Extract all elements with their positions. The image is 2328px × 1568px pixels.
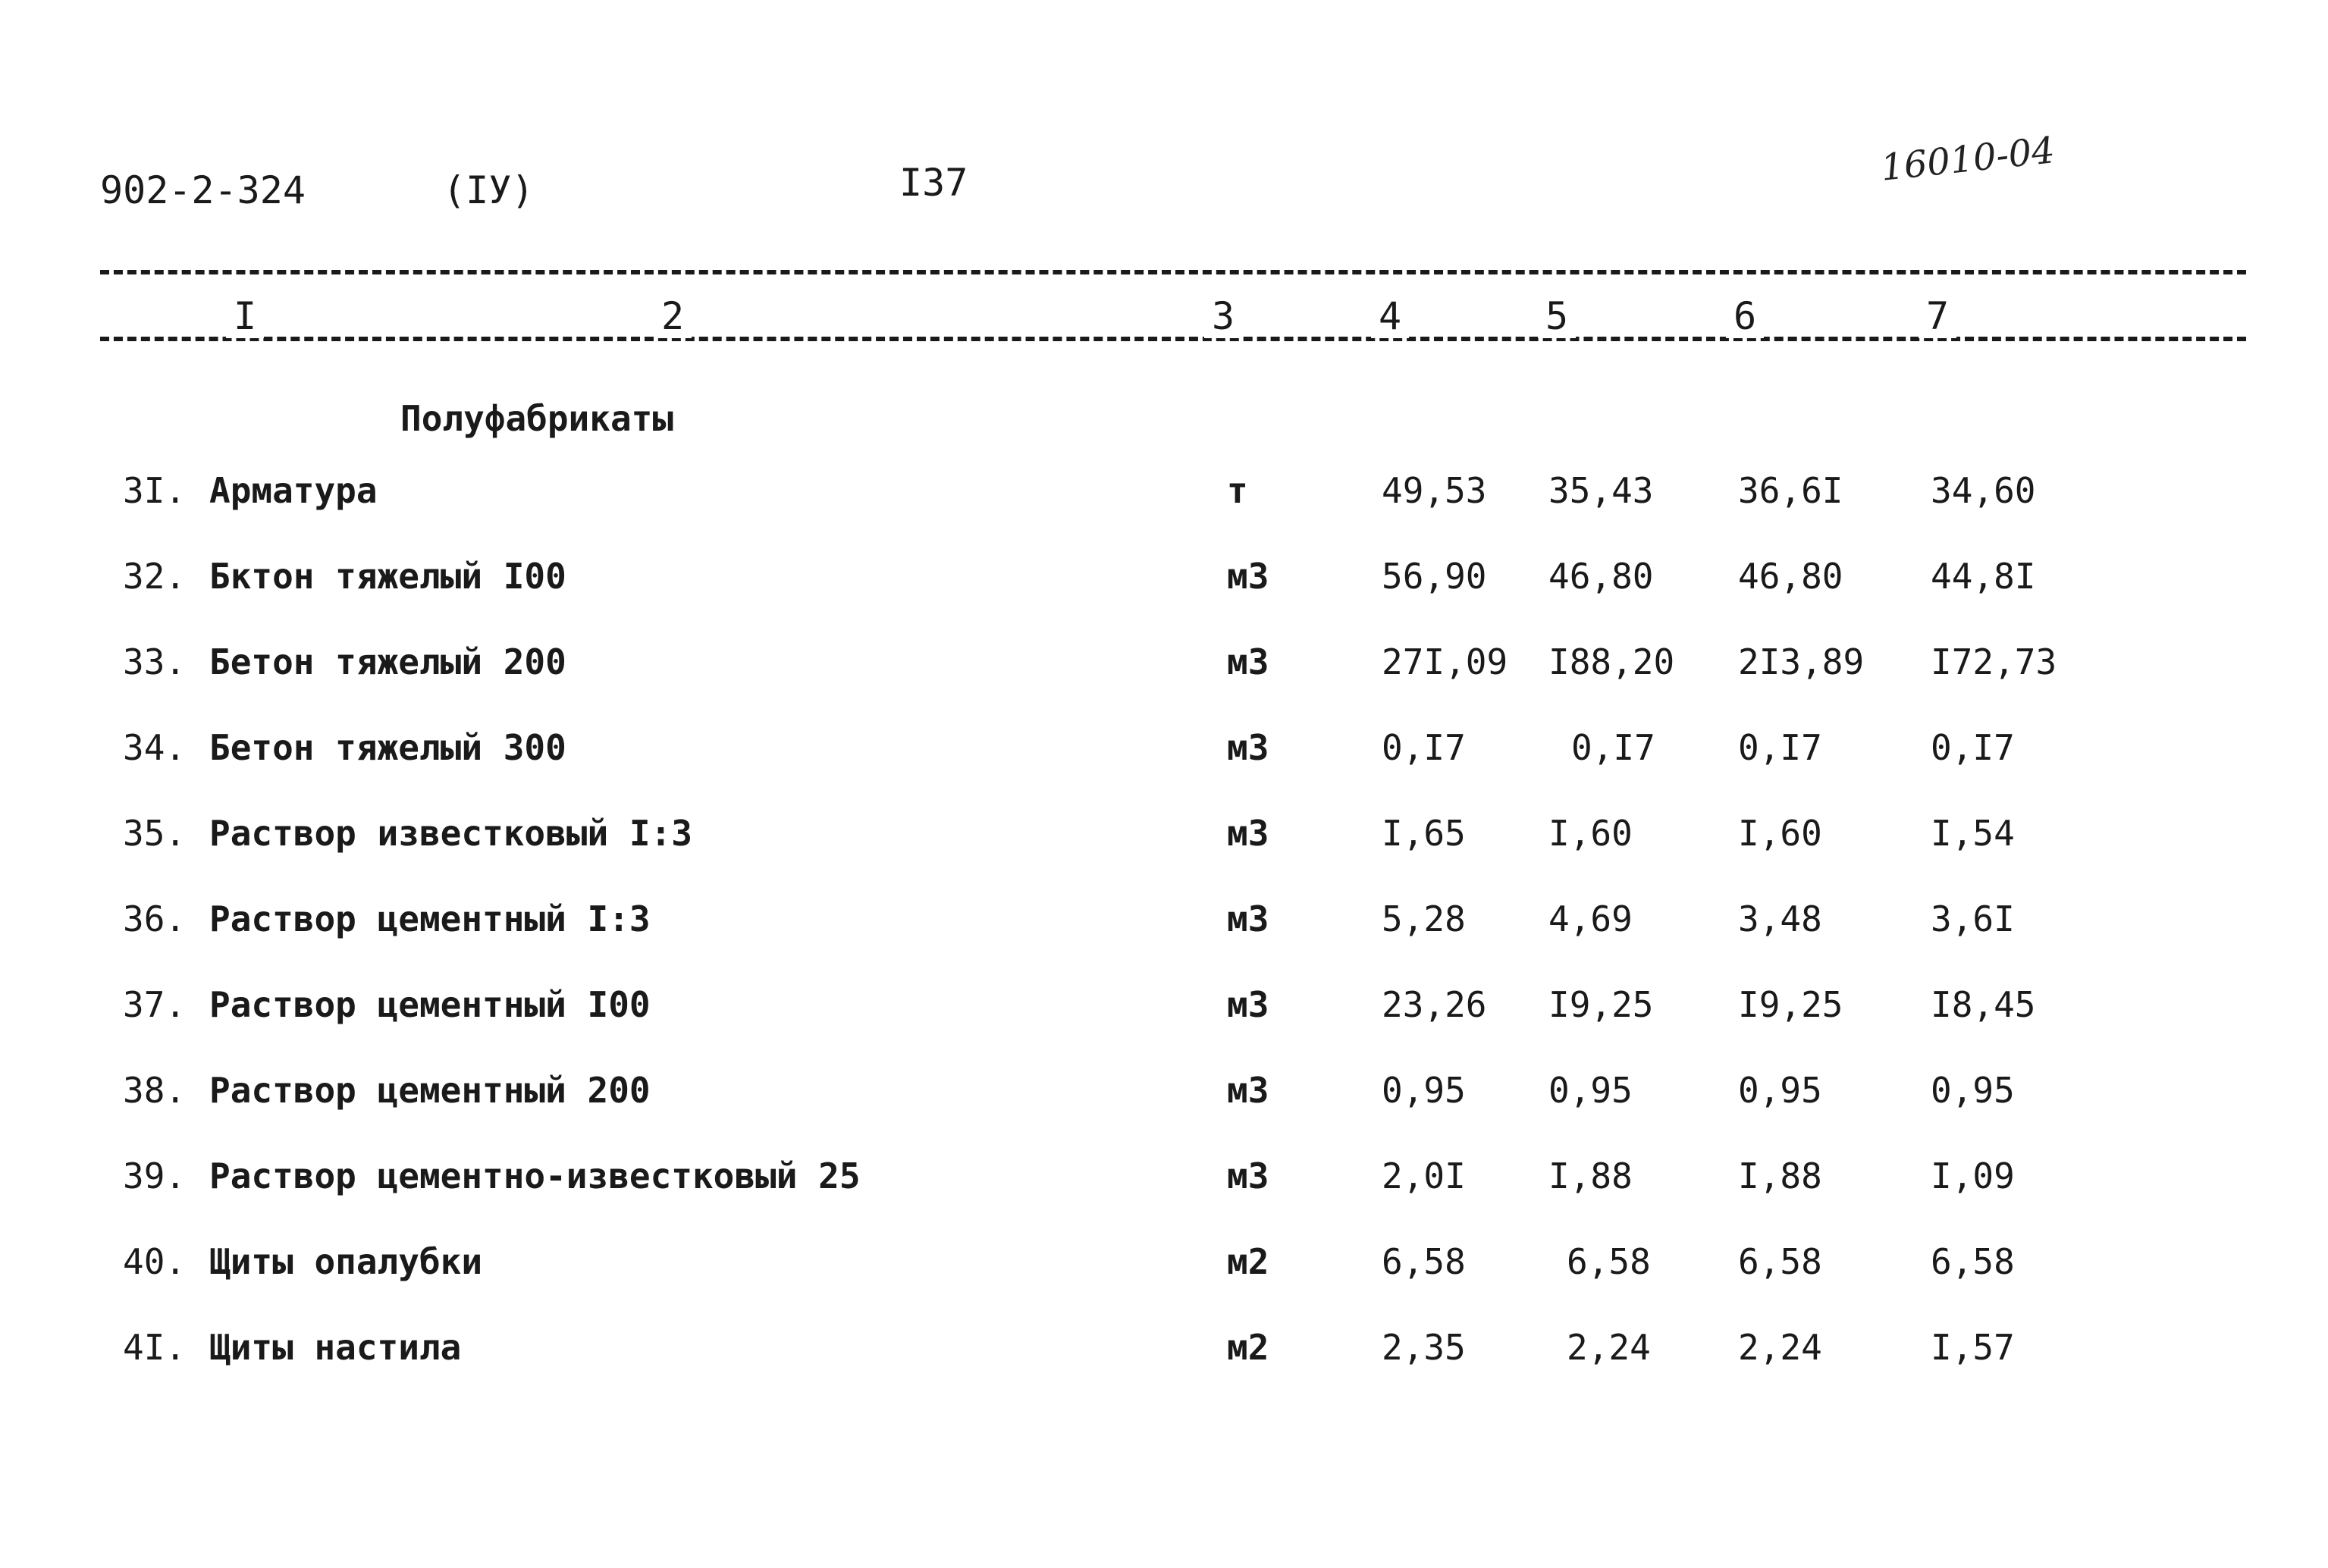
value-col-6: 2I3,89 bbox=[1738, 641, 1865, 682]
column-number-3: 3 bbox=[1204, 294, 1242, 338]
unit: м3 bbox=[1227, 727, 1269, 768]
value-col-6: 2,24 bbox=[1738, 1327, 1822, 1368]
value-col-5: I,60 bbox=[1548, 813, 1633, 854]
value-col-4: 27I,09 bbox=[1382, 641, 1508, 682]
value-col-7: I8,45 bbox=[1931, 984, 2036, 1025]
column-number-4: 4 bbox=[1371, 294, 1409, 338]
value-col-5: 0,I7 bbox=[1571, 727, 1655, 768]
value-col-7: I,54 bbox=[1931, 813, 2015, 854]
table-row bbox=[0, 641, 2328, 702]
value-col-6: I9,25 bbox=[1738, 984, 1843, 1025]
value-col-6: 0,I7 bbox=[1738, 727, 1822, 768]
value-col-5: I,88 bbox=[1548, 1156, 1633, 1196]
value-col-5: I88,20 bbox=[1548, 641, 1675, 682]
material-name: Арматура bbox=[209, 470, 378, 511]
volume-label: (IУ) bbox=[443, 168, 535, 212]
table-row bbox=[0, 556, 2328, 616]
value-col-4: 0,95 bbox=[1382, 1070, 1466, 1111]
value-col-5: 2,24 bbox=[1567, 1327, 1651, 1368]
value-col-7: I,57 bbox=[1931, 1327, 2015, 1368]
value-col-7: 6,58 bbox=[1931, 1241, 2015, 1282]
handwritten-reference: 16010-04 bbox=[1878, 129, 2057, 190]
row-number: 3I. bbox=[123, 470, 187, 511]
value-col-6: 46,80 bbox=[1738, 556, 1843, 597]
row-number: 32. bbox=[123, 556, 187, 597]
row-number: 38. bbox=[123, 1070, 187, 1111]
column-number-2: 2 bbox=[654, 294, 692, 338]
column-number-5: 5 bbox=[1538, 294, 1576, 338]
unit: м3 bbox=[1227, 813, 1269, 854]
value-col-4: 56,90 bbox=[1382, 556, 1487, 597]
value-col-5: 35,43 bbox=[1548, 470, 1654, 511]
material-name: Раствор цементно-известковый 25 bbox=[209, 1156, 861, 1196]
unit: м2 bbox=[1227, 1327, 1269, 1368]
material-name: Бетон тяжелый 300 bbox=[209, 727, 566, 768]
value-col-7: 0,95 bbox=[1931, 1070, 2015, 1111]
unit: м3 bbox=[1227, 641, 1269, 682]
value-col-5: 46,80 bbox=[1548, 556, 1654, 597]
value-col-6: I,88 bbox=[1738, 1156, 1822, 1196]
value-col-4: 6,58 bbox=[1382, 1241, 1466, 1282]
value-col-5: 0,95 bbox=[1548, 1070, 1633, 1111]
value-col-7: 3,6I bbox=[1931, 898, 2015, 939]
section-title: Полуфабрикаты bbox=[400, 398, 674, 439]
row-number: 35. bbox=[123, 813, 187, 854]
row-number: 34. bbox=[123, 727, 187, 768]
table-row bbox=[0, 984, 2328, 1045]
table-row bbox=[0, 470, 2328, 531]
column-number-6: 6 bbox=[1726, 294, 1764, 338]
material-name: Бктон тяжелый I00 bbox=[209, 556, 566, 597]
row-number: 37. bbox=[123, 984, 187, 1025]
table-row bbox=[0, 1156, 2328, 1216]
material-name: Раствор известковый I:3 bbox=[209, 813, 692, 854]
unit: м2 bbox=[1227, 1241, 1269, 1282]
material-name: Раствор цементный I00 bbox=[209, 984, 651, 1025]
unit: м3 bbox=[1227, 1156, 1269, 1196]
value-col-4: 49,53 bbox=[1382, 470, 1487, 511]
unit: м3 bbox=[1227, 1070, 1269, 1111]
value-col-4: I,65 bbox=[1382, 813, 1466, 854]
page-number: I37 bbox=[899, 161, 968, 205]
material-name: Щиты настила bbox=[209, 1327, 462, 1368]
material-name: Раствор цементный I:3 bbox=[209, 898, 651, 939]
value-col-4: 5,28 bbox=[1382, 898, 1466, 939]
value-col-6: I,60 bbox=[1738, 813, 1822, 854]
table-row bbox=[0, 898, 2328, 959]
document-code: 902-2-324 bbox=[100, 168, 306, 212]
value-col-4: 2,0I bbox=[1382, 1156, 1466, 1196]
table-row bbox=[0, 1070, 2328, 1131]
column-number-1: I bbox=[226, 294, 264, 338]
unit: м3 bbox=[1227, 984, 1269, 1025]
value-col-4: 23,26 bbox=[1382, 984, 1487, 1025]
table-row bbox=[0, 1327, 2328, 1388]
value-col-5: 4,69 bbox=[1548, 898, 1633, 939]
row-number: 39. bbox=[123, 1156, 187, 1196]
value-col-7: I,09 bbox=[1931, 1156, 2015, 1196]
value-col-6: 3,48 bbox=[1738, 898, 1822, 939]
value-col-6: 36,6I bbox=[1738, 470, 1843, 511]
material-name: Бетон тяжелый 200 bbox=[209, 641, 566, 682]
table-row bbox=[0, 727, 2328, 788]
table-row bbox=[0, 813, 2328, 873]
value-col-7: 44,8I bbox=[1931, 556, 2036, 597]
row-number: 36. bbox=[123, 898, 187, 939]
row-number: 33. bbox=[123, 641, 187, 682]
unit: т bbox=[1227, 470, 1248, 511]
value-col-5: I9,25 bbox=[1548, 984, 1654, 1025]
value-col-7: 34,60 bbox=[1931, 470, 2036, 511]
unit: м3 bbox=[1227, 898, 1269, 939]
row-number: 4I. bbox=[123, 1327, 187, 1368]
top-dashed-rule bbox=[100, 270, 2246, 274]
material-name: Раствор цементный 200 bbox=[209, 1070, 651, 1111]
value-col-7: 0,I7 bbox=[1931, 727, 2015, 768]
unit: м3 bbox=[1227, 556, 1269, 597]
column-number-7: 7 bbox=[1919, 294, 1956, 338]
value-col-7: I72,73 bbox=[1931, 641, 2057, 682]
table-row bbox=[0, 1241, 2328, 1302]
value-col-4: 0,I7 bbox=[1382, 727, 1466, 768]
value-col-6: 6,58 bbox=[1738, 1241, 1822, 1282]
value-col-6: 0,95 bbox=[1738, 1070, 1822, 1111]
value-col-4: 2,35 bbox=[1382, 1327, 1466, 1368]
value-col-5: 6,58 bbox=[1567, 1241, 1651, 1282]
material-name: Щиты опалубки bbox=[209, 1241, 483, 1282]
row-number: 40. bbox=[123, 1241, 187, 1282]
